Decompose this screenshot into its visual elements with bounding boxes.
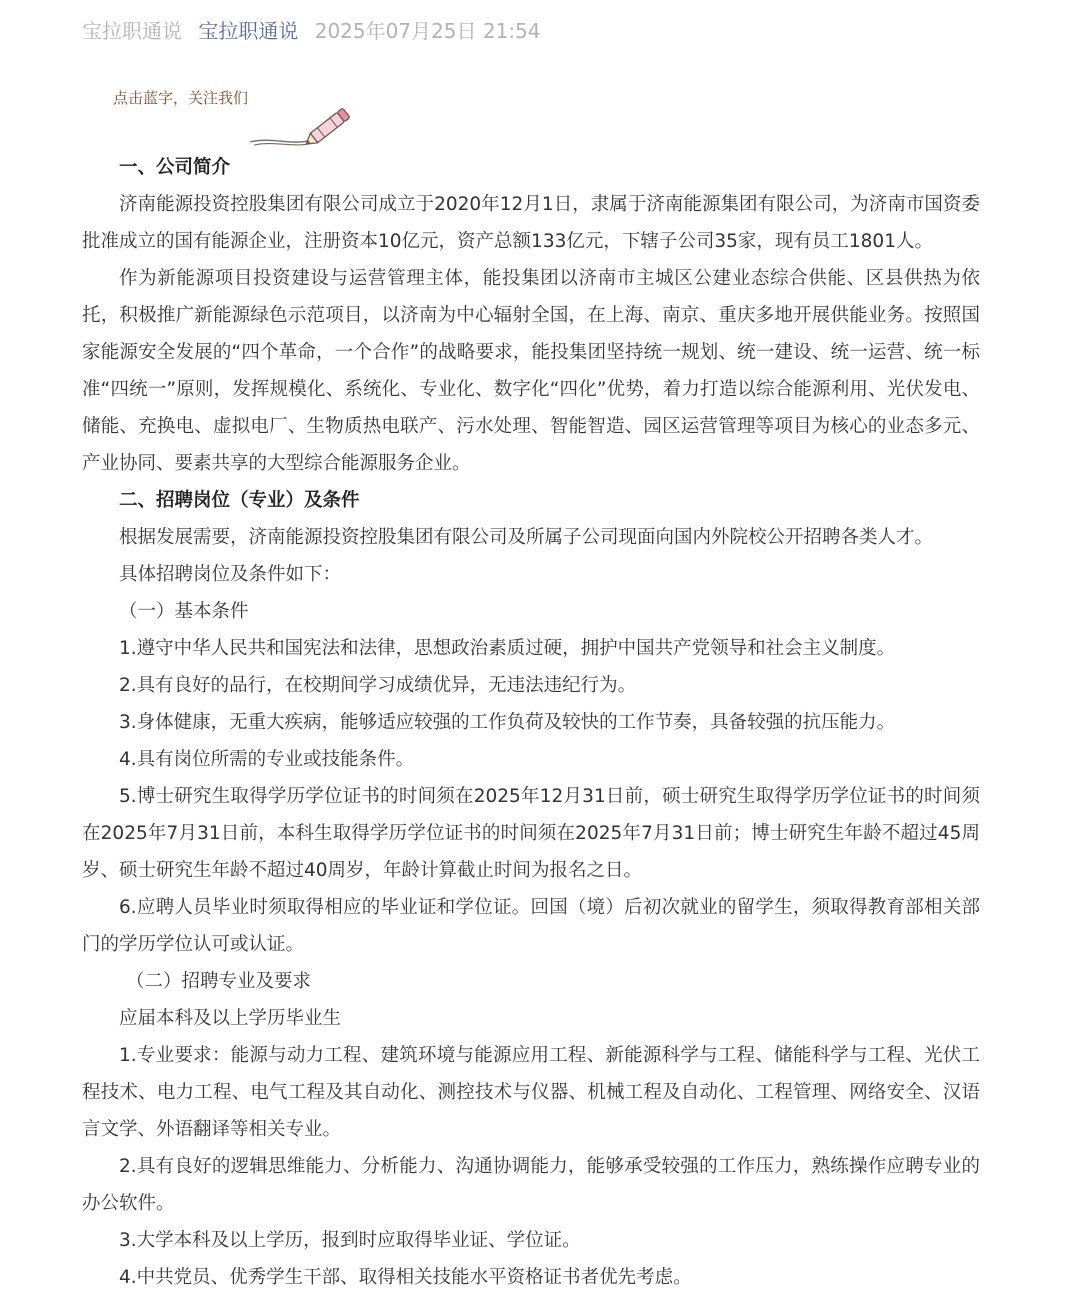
list-item: 6.应聘人员毕业时须取得相应的毕业证和学位证。回国（境）后初次就业的留学生，须取得教育部相关部门的学历学位认可或认证。 [82,897,980,955]
list-item: 5.博士研究生取得学历学位证书的时间须在2025年12月31日前，硕士研究生取得学历学位证书的时间须在2025年7月31日前，本科生取得学历学位证书的时间须在2025年7月31日前；博士研究生年龄不超过45周岁、硕士研究生年龄不超过40周岁，年龄计算截止时间为报名之日。 [82,786,980,881]
follow-hint: 点击蓝字，关注我们 [113,89,249,107]
list-item: 3.身体健康，无重大疾病，能够适应较强的工作负荷及较快的工作节奏，具备较强的抗压能力。 [119,712,896,733]
author-name: 宝拉职通说 [82,19,182,43]
list-item: 1.遵守中华人民共和国宪法和法律，思想政治素质过硬，拥护中国共产党领导和社会主义制度。 [119,638,896,659]
list-item: 3.大学本科及以上学历，报到时应取得毕业证、学位证。 [119,1230,581,1251]
list-item: 4.具有岗位所需的专业或技能条件。 [119,749,415,770]
article-body [82,149,980,1296]
company-business-paragraph: 作为新能源项目投资建设与运营管理主体，能投集团以济南市主城区公建业态综合供能、区县供热为依托，积极推广新能源绿色示范项目，以济南为中心辐射全国，在上海、南京、重庆多地开展供能业务。按照国家能源安全发展的“四个革命，一个合作”的战略要求，能投集团坚持统一规划、统一建设、统一运营、统一标准“四统一”原则，发挥规模化、系统化、专业化、数字化“四化”优势，着力打造以综合能源利用、光伏发电、储能、充换电、虚拟电厂、生物质热电联产、污水处理、智能智造、园区运营管理等项目为核心的业态多元、产业协同、要素共享的大型综合能源服务企业。 [82,268,980,474]
recruitment-detail-paragraph: 具体招聘岗位及条件如下： [119,564,342,585]
article-meta [82,16,551,46]
account-link[interactable]: 宝拉职通说 [198,19,299,43]
recruitment-intro-paragraph: 根据发展需要，济南能源投资控股集团有限公司及所属子公司现面向国内外院校公开招聘各类人才。 [119,527,934,548]
list-item: 2.具有良好的逻辑思维能力、分析能力、沟通协调能力，能够承受较强的工作压力，熟练操作应聘专业的办公软件。 [82,1156,980,1214]
section-title-recruitment: 二、招聘岗位（专业）及条件 [119,490,360,511]
basic-conditions-title: （一）基本条件 [119,601,249,622]
company-intro-paragraph: 济南能源投资控股集团有限公司成立于2020年12月1日，隶属于济南能源集团有限公司，为济南市国资委批准成立的国有能源企业，注册资本10亿元，资产总额133亿元，下辖子公司35家，现有员工1801人。 [82,194,980,252]
major-target-text: 应届本科及以上学历毕业生 [119,1008,342,1029]
section-title-company: 一、公司简介 [119,157,231,178]
list-item: 2.具有良好的品行，在校期间学习成绩优异，无违法违纪行为。 [119,675,637,696]
pencil-icon [248,108,358,150]
list-item: 4.中共党员、优秀学生干部、取得相关技能水平资格证书者优先考虑。 [119,1267,692,1288]
publish-date: 2025年07月25日 21:54 [314,19,541,43]
list-item: 1.专业要求：能源与动力工程、建筑环境与能源应用工程、新能源科学与工程、储能科学与工程、光伏工程技术、电力工程、电气工程及其自动化、测控技术与仪器、机械工程及自动化、工程管理、网络安全、汉语言文学、外语翻译等相关专业。 [82,1045,980,1140]
major-requirements-title: （二）招聘专业及要求 [126,971,312,992]
